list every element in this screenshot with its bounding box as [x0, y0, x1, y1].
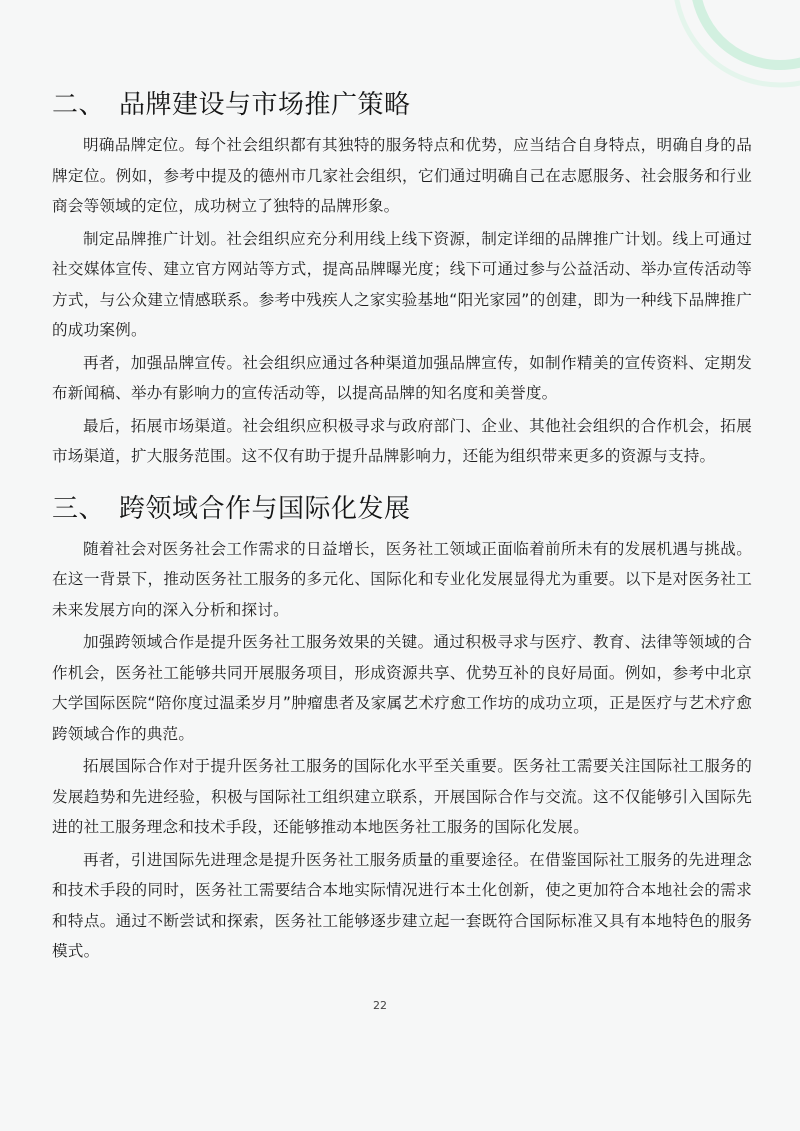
- paragraph: 明确品牌定位。每个社会组织都有其独特的服务特点和优势，应当结合自身特点，明确自身的品牌定位。例如，参考中提及的德州市几家社会组织，它们通过明确自己在志愿服务、社会服务和行业商会等领域的定位，成功树立了独特的品牌形象。: [52, 136, 752, 215]
- section-brand-strategy: [52, 88, 752, 472]
- section-heading: [52, 88, 752, 122]
- page-content: [52, 88, 752, 969]
- paragraph: 制定品牌推广计划。社会组织应充分利用线上线下资源，制定详细的品牌推广计划。线上可通过社交媒体宣传、建立官方网站等方式，提高品牌曝光度；线下可通过参与公益活动、举办宣传活动等方式，与公众建立情感联系。参考中残疾人之家实验基地“阳光家园”的创建，即为一种线下品牌推广的成功案例。: [52, 229, 752, 339]
- paragraph: 拓展国际合作对于提升医务社工服务的国际化水平至关重要。医务社工需要关注国际社工服务的发展趋势和先进经验，积极与国际社工组织建立联系，开展国际合作与交流。这不仅能够引入国际先进的社工服务理念和技术手段，还能够推动本地医务社工服务的国际化发展。: [52, 757, 752, 836]
- section-number: 三、: [52, 493, 106, 524]
- paragraph: 再者，引进国际先进理念是提升医务社工服务质量的重要途径。在借鉴国际社工服务的先进理念和技术手段的同时，医务社工需要结合本地实际情况进行本土化创新，使之更加符合本地社会的需求和特点。通过不断尝试和探索，医务社工能够逐步建立起一套既符合国际标准又具有本地特色的服务模式。: [52, 850, 752, 960]
- paragraph: 最后，拓展市场渠道。社会组织应积极寻求与政府部门、企业、其他社会组织的合作机会，拓展市场渠道，扩大服务范围。这不仅有助于提升品牌影响力，还能为组织带来更多的资源与支持。: [52, 416, 752, 465]
- page-number: 22: [373, 999, 387, 1012]
- section-cross-domain-cooperation: [52, 492, 752, 967]
- paragraph: 加强跨领域合作是提升医务社工服务效果的关键。通过积极寻求与医疗、教育、法律等领域的合作机会，医务社工能够共同开展服务项目，形成资源共享、优势互补的良好局面。例如，参考中北京大学国际医院“陪你度过温柔岁月”肿瘤患者及家属艺术疗愈工作坊的成功立项，正是医疗与艺术疗愈跨领域合作的典范。: [52, 633, 752, 743]
- section-title: 跨领域合作与国际化发展: [119, 493, 411, 524]
- paragraph: 再者，加强品牌宣传。社会组织应通过各种渠道加强品牌宣传，如制作精美的宣传资料、定期发布新闻稿、举办有影响力的宣传活动等，以提高品牌的知名度和美誉度。: [52, 353, 752, 402]
- section-heading: [52, 492, 752, 526]
- section-number: 二、: [52, 90, 106, 120]
- section-title: 品牌建设与市场推广策略: [119, 90, 411, 120]
- paragraph: 随着社会对医务社会工作需求的日益增长，医务社工领域正面临着前所未有的发展机遇与挑战。在这一背景下，推动医务社工服务的多元化、国际化和专业化发展显得尤为重要。以下是对医务社工未来发展方向的深入分析和探讨。: [52, 539, 752, 619]
